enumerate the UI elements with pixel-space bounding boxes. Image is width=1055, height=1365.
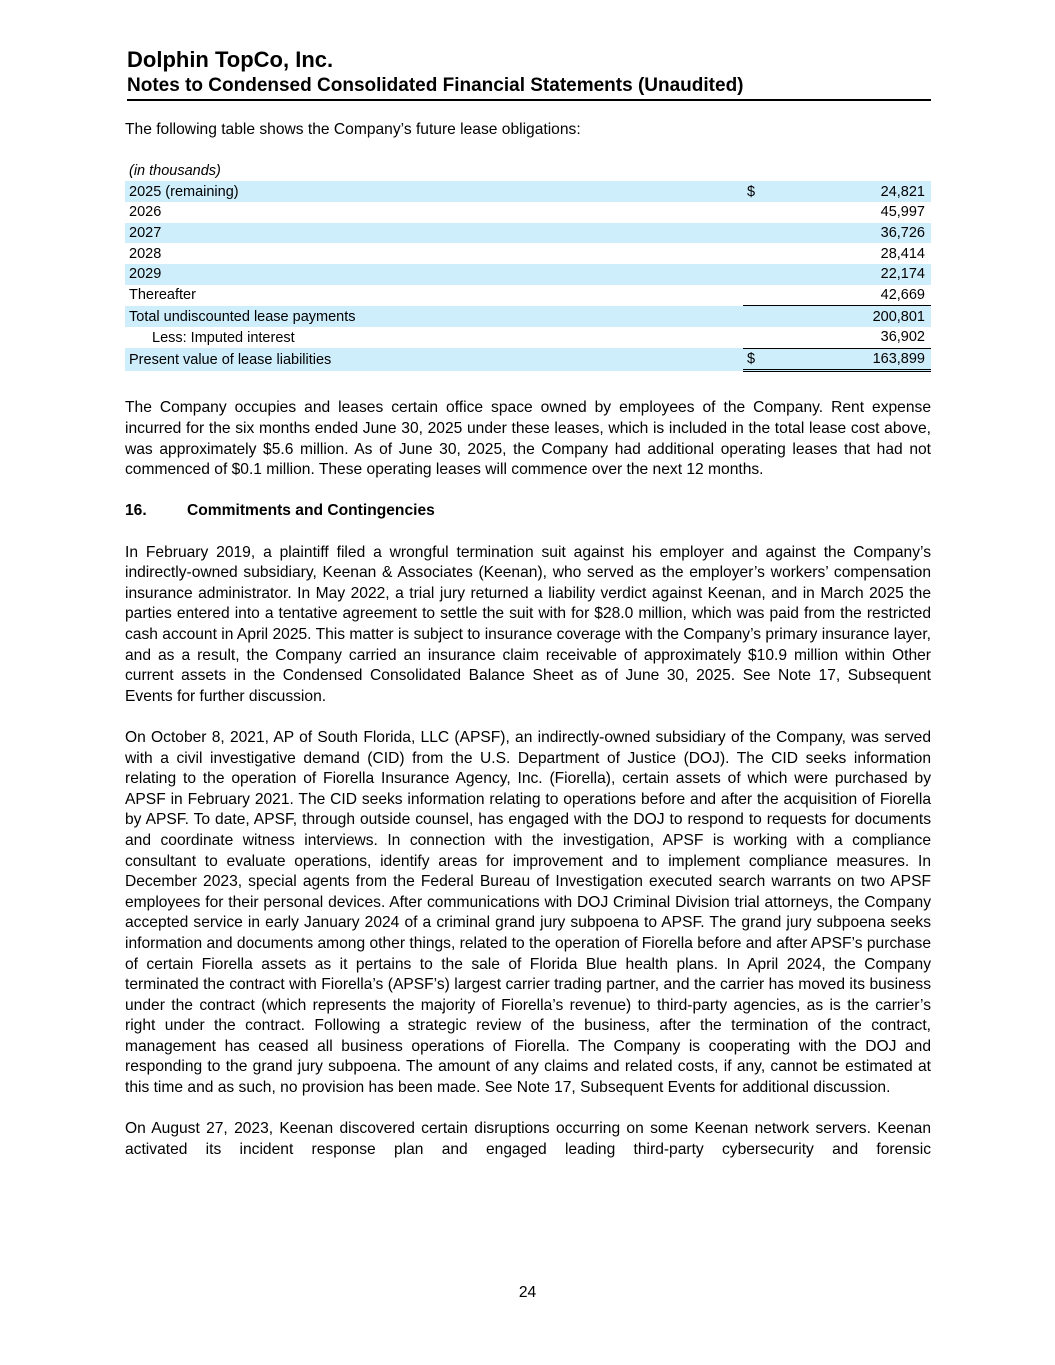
currency	[743, 223, 771, 244]
page-content	[125, 120, 931, 1181]
row-value: 22,174	[771, 264, 931, 285]
page-subtitle: Notes to Condensed Consolidated Financial Statements (Unaudited)	[127, 74, 931, 101]
row-label: 2027	[125, 223, 743, 244]
currency	[743, 264, 771, 285]
page-header	[127, 46, 931, 101]
table-row	[125, 223, 931, 244]
currency: $	[743, 181, 771, 202]
row-label: Thereafter	[129, 287, 196, 304]
row-label: 2026	[129, 204, 162, 221]
section-heading	[125, 501, 931, 522]
table-row	[125, 327, 931, 348]
lease-obligations-table	[125, 161, 931, 373]
row-label: 2028	[129, 245, 162, 262]
row-label: 2025 (remaining)	[125, 181, 743, 202]
paragraph: In February 2019, a plaintiff filed a wrongful termination suit against his employer and against the Company’s indirectly-owned subsidiary, Keenan & Associates (Keenan), who served as the employer’s workers’ compensation insurance administrator. In May 2022, a trial jury returned a liability verdict against Keenan, and in March 2025 the parties entered into a tentative agreement to settle the suit with for $28.0 million, which was paid from the restricted cash account in April 2025. This matter is subject to insurance coverage with the Company’s primary insurance layer, and as a result, the Company carried an insurance claim receivable of approximately $10.9 million within Other current assets in the Condensed Consolidated Balance Sheet as of June 30, 2025. See Note 17, Subsequent Events for further discussion.	[125, 543, 931, 705]
row-label: Present value of lease liabilities	[125, 348, 743, 371]
paragraph: The Company occupies and leases certain office space owned by employees of the Company. Rent expense incurred for the six months ended June 30, 2025 under these leases, which is included in the total lease cost above, was approximately $5.6 million. As of June 30, 2025, the Company had additional operating leases that had not commenced of $0.1 million. These operating leases will commence over the next 12 months.	[125, 399, 931, 479]
page-number: 24	[518, 1284, 537, 1301]
table-row	[125, 202, 931, 223]
company-name: Dolphin TopCo, Inc.	[127, 47, 334, 72]
currency	[743, 285, 771, 306]
row-value: 24,821	[771, 181, 931, 202]
table-row	[125, 181, 931, 202]
row-label: Total undiscounted lease payments	[125, 306, 743, 327]
row-label: Less: Imputed interest	[152, 329, 295, 346]
currency	[743, 243, 771, 264]
currency: $	[743, 348, 771, 371]
currency	[743, 327, 771, 348]
row-label: 2029	[125, 264, 743, 285]
table-row	[125, 243, 931, 264]
row-value: 163,899	[771, 348, 931, 371]
row-value: 28,414	[880, 245, 925, 262]
section-title: Commitments and Contingencies	[187, 502, 435, 520]
currency	[743, 306, 771, 327]
section-number: 16.	[125, 502, 147, 520]
row-value: 45,997	[880, 204, 925, 221]
table-intro: The following table shows the Company’s future lease obligations:	[125, 121, 581, 138]
table-row-total	[125, 306, 931, 327]
table-row	[125, 264, 931, 285]
table-row	[125, 285, 931, 306]
row-value: 200,801	[771, 306, 931, 327]
table-row-grand-total	[125, 348, 931, 371]
paragraph: On August 27, 2023, Keenan discovered certain disruptions occurring on some Keenan network servers. Keenan activated its incident response plan and engaged leading third-party cybersecurity and forensic	[125, 1120, 931, 1158]
row-value: 36,902	[880, 329, 925, 346]
table-caption: (in thousands)	[129, 162, 221, 179]
row-value: 42,669	[880, 287, 925, 304]
currency	[743, 202, 771, 223]
paragraph: On October 8, 2021, AP of South Florida, LLC (APSF), an indirectly-owned subsidiary of the Company, was served with a civil investigative demand (CID) from the U.S. Department of Justice (DOJ). The CID seeks information relating to the operation of Fiorella Insurance Agency, Inc. (Fiorella), certain assets of which were purchased by APSF in February 2021. The CID seeks information relating to operations before and after the acquisition of Fiorella by APSF. To date, APSF, through outside counsel, has engaged with the DOJ to respond to requests for documents and coordinate witness interviews. In connection with the investigation, APSF is working with a compliance consultant to evaluate operations, identify areas for improvement and to implement compliance measures. In December 2023, special agents from the Federal Bureau of Investigation executed search warrants on two APSF employees for their personal devices. After communications with DOJ Criminal Division trial attorneys, the Company accepted service in early January 2024 of a criminal grand jury subpoena to APSF. The grand jury subpoena seeks information and documents among other things, related to the operation of Fiorella before and after APSF’s purchase of certain Fiorella assets as it pertains to the sale of Florida Blue health plans. In April 2024, the Company terminated the contract with Fiorella’s (APSF’s) largest carrier trading partner, and the carrier has moved its business under the contract (which represents the majority of Fiorella’s revenue) to third-party agencies, as is the carrier’s right under the contract. Following a strategic review of the business, after the termination of the contract, management has ceased all business operations of Fiorella. The Company is cooperating with the DOJ and responding to the grand jury subpoena. The amount of any claims and related costs, if any, cannot be estimated at this time and as such, no provision has been made. See Note 17, Subsequent Events for additional discussion.	[125, 728, 931, 1097]
row-value: 36,726	[771, 223, 931, 244]
